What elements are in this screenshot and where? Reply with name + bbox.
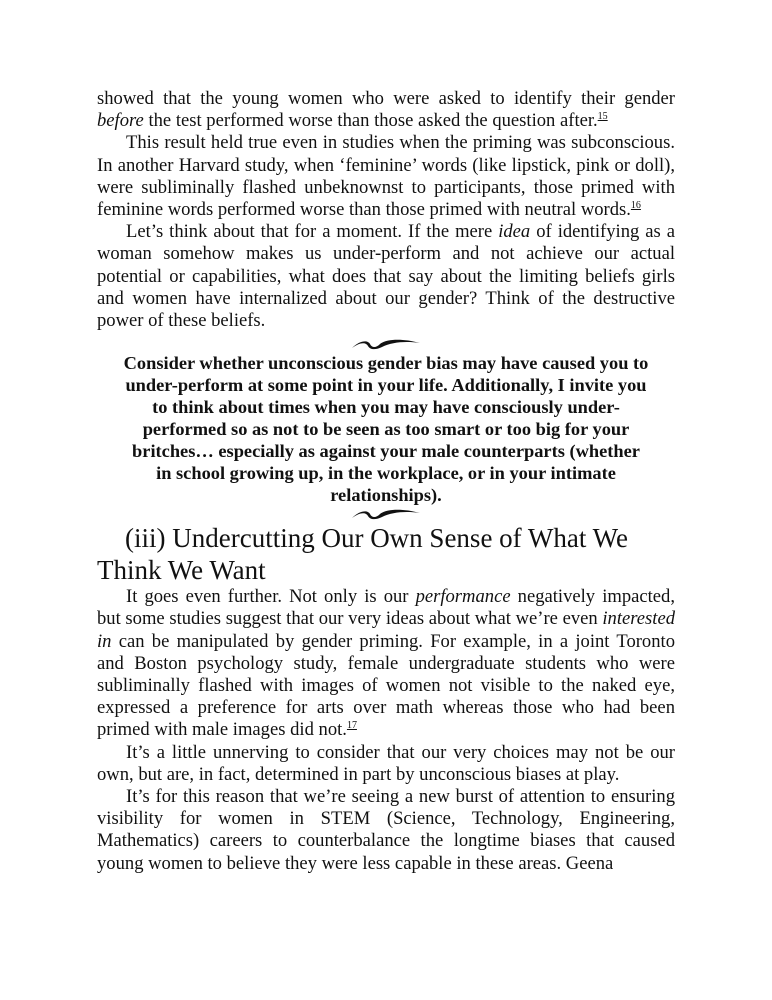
section-heading bbox=[97, 522, 675, 586]
callout-line: relationships). bbox=[330, 485, 442, 506]
paragraph-1 bbox=[97, 88, 675, 132]
paragraph-3-text-end: of identifying as a woman somehow makes us under-perform and not achieve our actual potential or capabilities, what does that say about the limiting beliefs girls and women have internalized about our gender? Think of the destructive power of these beliefs. bbox=[97, 221, 675, 332]
paragraph-6-text: It’s for this reason that we’re seeing a new burst of attention to ensuring visibility for women in STEM (Science, Technology, Engineering, Mathematics) careers to counterbalance the longtime biases that caused young women to believe they were less capable in these areas. Geena bbox=[97, 786, 675, 874]
callout-line: britches… especially as against your male counterparts (whether bbox=[132, 441, 640, 462]
callout-line: performed so as not to be seen as too smart or too big for your bbox=[142, 419, 630, 440]
paragraph-1-text: showed that the young women who were asked to identify their gender bbox=[97, 88, 675, 109]
paragraph-4 bbox=[97, 586, 675, 741]
paragraph-6 bbox=[97, 786, 675, 875]
paragraph-5 bbox=[97, 742, 675, 786]
footnote-ref-16[interactable]: 16 bbox=[630, 199, 641, 211]
flourish-divider-icon bbox=[346, 506, 426, 522]
section-heading-line-2: Think We Want bbox=[97, 555, 266, 586]
paragraph-2 bbox=[97, 132, 675, 221]
paragraph-5-text: It’s a little unnerving to consider that our very choices may not be our own, but are, in fact, determined in part by unconscious biases at play. bbox=[97, 741, 675, 785]
paragraph-4-emphasis-interested: interested in bbox=[97, 608, 675, 652]
paragraph-4-text-end: can be manipulated by gender priming. For example, in a joint Toronto and Boston psychology study, female undergraduate students who were subliminally flashed with images of women not visible to the naked eye, expressed a preference for arts over math whereas those who had been primed with male images did not. bbox=[97, 630, 675, 741]
paragraph-4-text: It goes even further. Not only is our bbox=[126, 586, 416, 608]
callout-line: under-perform at some point in your life. Additionally, I invite you bbox=[125, 375, 647, 396]
page-body bbox=[97, 88, 675, 875]
paragraph-1-text-end: the test performed worse than those asked the question after. bbox=[143, 110, 598, 132]
paragraph-4-text-mid: negatively impacted, but some studies suggest that our very ideas about what we’re even bbox=[97, 586, 675, 630]
paragraph-3-text: Let’s think about that for a moment. If the mere bbox=[126, 221, 499, 243]
paragraph-2-text: This result held true even in studies when the priming was subconscious. In another Harvard study, when ‘feminine’ words (like lipstick, pink or doll), were subliminally flashed unbeknownst to participants, those primed with feminine words performed worse than those primed with neutral words. bbox=[97, 132, 675, 221]
section-heading-line-1: (iii) Undercutting Our Own Sense of What We bbox=[125, 523, 628, 554]
callout-line: Consider whether unconscious gender bias may have caused you to bbox=[123, 353, 649, 374]
flourish-divider-icon bbox=[346, 336, 426, 352]
paragraph-1-emphasis: before bbox=[97, 110, 144, 132]
callout-line: in school growing up, in the workplace, or in your intimate bbox=[156, 463, 616, 484]
callout-line: to think about times when you may have consciously under- bbox=[152, 397, 620, 418]
paragraph-3-emphasis: idea bbox=[498, 221, 531, 243]
footnote-ref-17[interactable]: 17 bbox=[346, 720, 357, 732]
paragraph-3 bbox=[97, 221, 675, 332]
footnote-ref-15[interactable]: 15 bbox=[597, 111, 608, 123]
paragraph-4-emphasis-performance: performance bbox=[415, 586, 511, 608]
reflection-callout bbox=[97, 352, 675, 506]
